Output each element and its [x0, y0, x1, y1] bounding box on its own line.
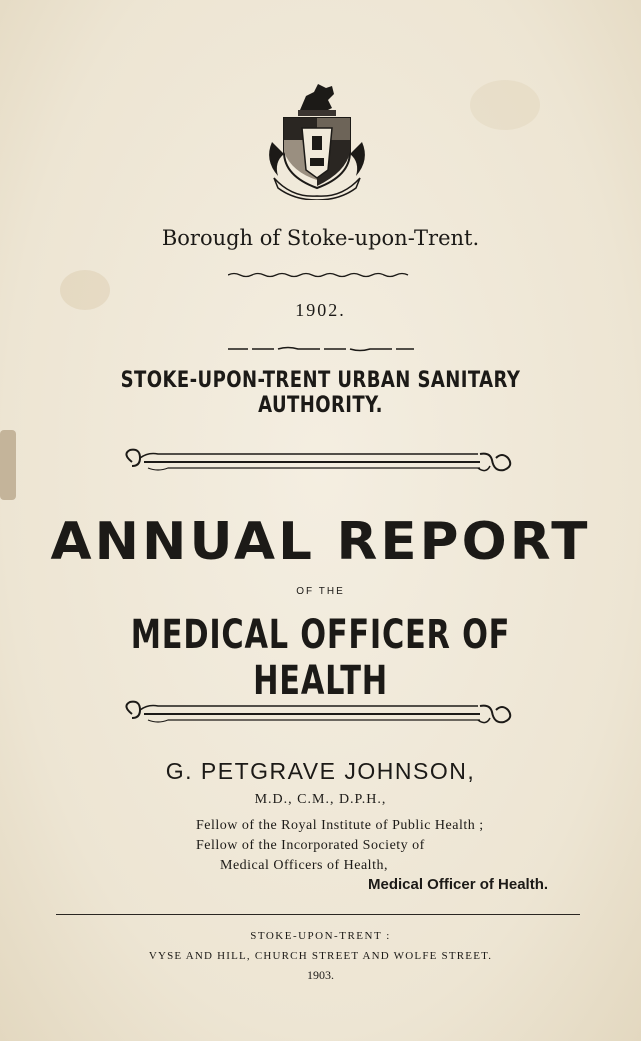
- report-title: ANNUAL REPORT: [50, 512, 591, 572]
- borough-line: Borough of Stoke-upon-Trent.: [161, 226, 480, 250]
- of-the-label: OF THE: [296, 586, 345, 597]
- paper-stain: [470, 80, 540, 130]
- imprint-printer: VYSE AND HILL, CHURCH STREET AND WOLFE STREET.: [148, 950, 493, 962]
- office-title: MEDICAL OFFICER OF HEALTH: [130, 612, 511, 704]
- wavy-rule: [228, 272, 414, 278]
- scroll-ornament-icon: [118, 444, 518, 478]
- scroll-ornament-icon: [118, 696, 518, 730]
- imprint-place: STOKE-UPON-TRENT :: [250, 930, 391, 942]
- borough-crest-icon: [262, 80, 372, 200]
- author-fellowship-3: Medical Officers of Health,: [220, 858, 388, 873]
- author-degrees: M.D., C.M., D.P.H.,: [254, 792, 387, 807]
- author-fellowship-1: Fellow of the Royal Institute of Public Health ;: [196, 818, 484, 833]
- author-position: Medical Officer of Health.: [368, 876, 549, 893]
- report-year: 1902.: [295, 300, 346, 320]
- author-fellowship-2: Fellow of the Incorporated Society of: [196, 838, 425, 853]
- imprint-divider: [56, 914, 580, 915]
- imprint-year: 1903.: [307, 968, 334, 982]
- author-name: G. PETGRAVE JOHNSON,: [165, 758, 476, 784]
- wavy-rule: [228, 346, 414, 352]
- authority-heading: STOKE-UPON-TRENT URBAN SANITARY AUTHORITY.: [120, 368, 521, 418]
- paper-edge-damage: [0, 430, 16, 500]
